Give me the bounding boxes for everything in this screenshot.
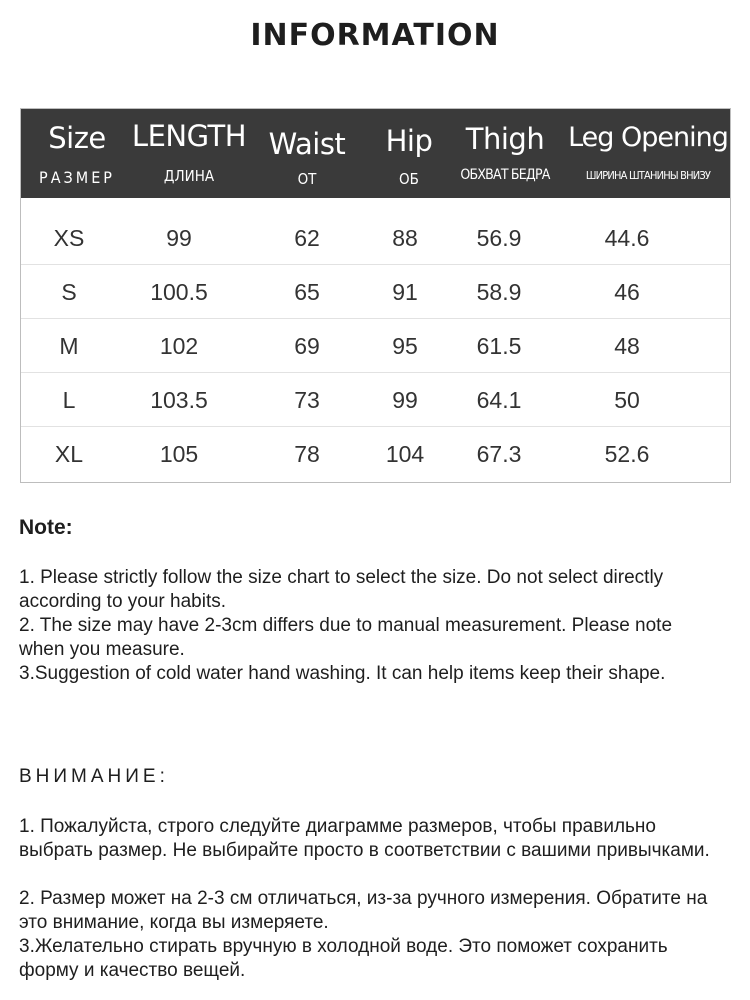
cell-thigh: 67.3 [476,441,522,467]
cell-waist: 69 [294,333,320,359]
cell-length: 105 [159,441,199,467]
header-size [27,109,127,198]
header-hip [359,109,459,198]
cell-size: XS [53,225,85,251]
cell-hip: 88 [392,225,418,251]
header-hip-ru: ОБ [399,170,419,188]
cell-length: 99 [166,225,192,251]
table-row [21,211,730,265]
attention-item-3: 3.Желательно стирать вручную в холодной воде. Это поможет сохранить форму и качество вещей. [19,936,668,981]
cell-leg-opening: 50 [614,387,640,413]
header-waist-ru: ОТ [297,170,317,188]
note-title: Note: [19,516,73,539]
cell-thigh: 61.5 [476,333,522,359]
cell-size: L [62,387,76,413]
cell-hip: 95 [392,333,418,359]
cell-waist: 73 [294,387,320,413]
note-item-1: 1. Please strictly follow the size chart to select the size. Do not select directly according to your habits. [19,567,664,612]
cell-thigh: 58.9 [476,279,522,305]
header-leg-opening-en: Leg Opening [568,122,728,153]
header-waist-en: Waist [268,127,346,161]
header-thigh-en: Thigh [465,122,545,156]
header-size-ru: РАЗМЕР [39,168,115,187]
cell-hip: 91 [392,279,418,305]
table-row [21,427,730,481]
cell-waist: 65 [294,279,320,305]
cell-hip: 104 [385,441,425,467]
cell-leg-opening: 48 [614,333,640,359]
attention-title: ВНИМАНИЕ: [19,766,169,787]
cell-hip: 99 [392,387,418,413]
table-row [21,265,730,319]
attention-item-2: 2. Размер может на 2-3 см отличаться, из-за ручного измерения. Обратите на это внимание, когда вы измеряете. [19,888,708,933]
header-leg-opening-ru: ШИРИНА ШТАНИНЫ ВНИЗУ [585,169,711,182]
cell-length: 102 [159,333,199,359]
header-hip-en: Hip [385,124,433,158]
page-title: INFORMATION [250,18,500,53]
header-waist [257,109,357,198]
cell-thigh: 64.1 [476,387,522,413]
cell-leg-opening: 44.6 [604,225,650,251]
header-leg-opening [567,109,729,198]
header-length [129,109,249,198]
note-item-3: 3.Suggestion of cold water hand washing. It can help items keep their shape. [19,663,666,684]
header-length-en: LENGTH [131,119,247,153]
table-header [21,109,730,198]
header-thigh-ru: ОБХВАТ БЕДРА [460,167,550,183]
cell-length: 100.5 [150,279,208,305]
cell-waist: 78 [294,441,320,467]
cell-size: S [61,279,77,305]
cell-size: M [59,333,79,359]
cell-leg-opening: 52.6 [604,441,650,467]
cell-thigh: 56.9 [476,225,522,251]
cell-size: XL [54,441,84,467]
cell-length: 103.5 [150,387,208,413]
header-length-ru: ДЛИНА [163,167,215,185]
note-item-2: 2. The size may have 2-3cm differs due to manual measurement. Please note when you measure. [19,615,673,660]
cell-waist: 62 [294,225,320,251]
attention-item-1: 1. Пожалуйста, строго следуйте диаграмме размеров, чтобы правильно выбрать размер. Не выбирайте просто в соответствии с вашими привычками. [19,816,710,861]
table-row [21,373,730,427]
size-chart-table [20,108,731,483]
table-row [21,319,730,373]
cell-leg-opening: 46 [614,279,640,305]
header-thigh [445,109,565,198]
header-size-en: Size [48,121,106,155]
